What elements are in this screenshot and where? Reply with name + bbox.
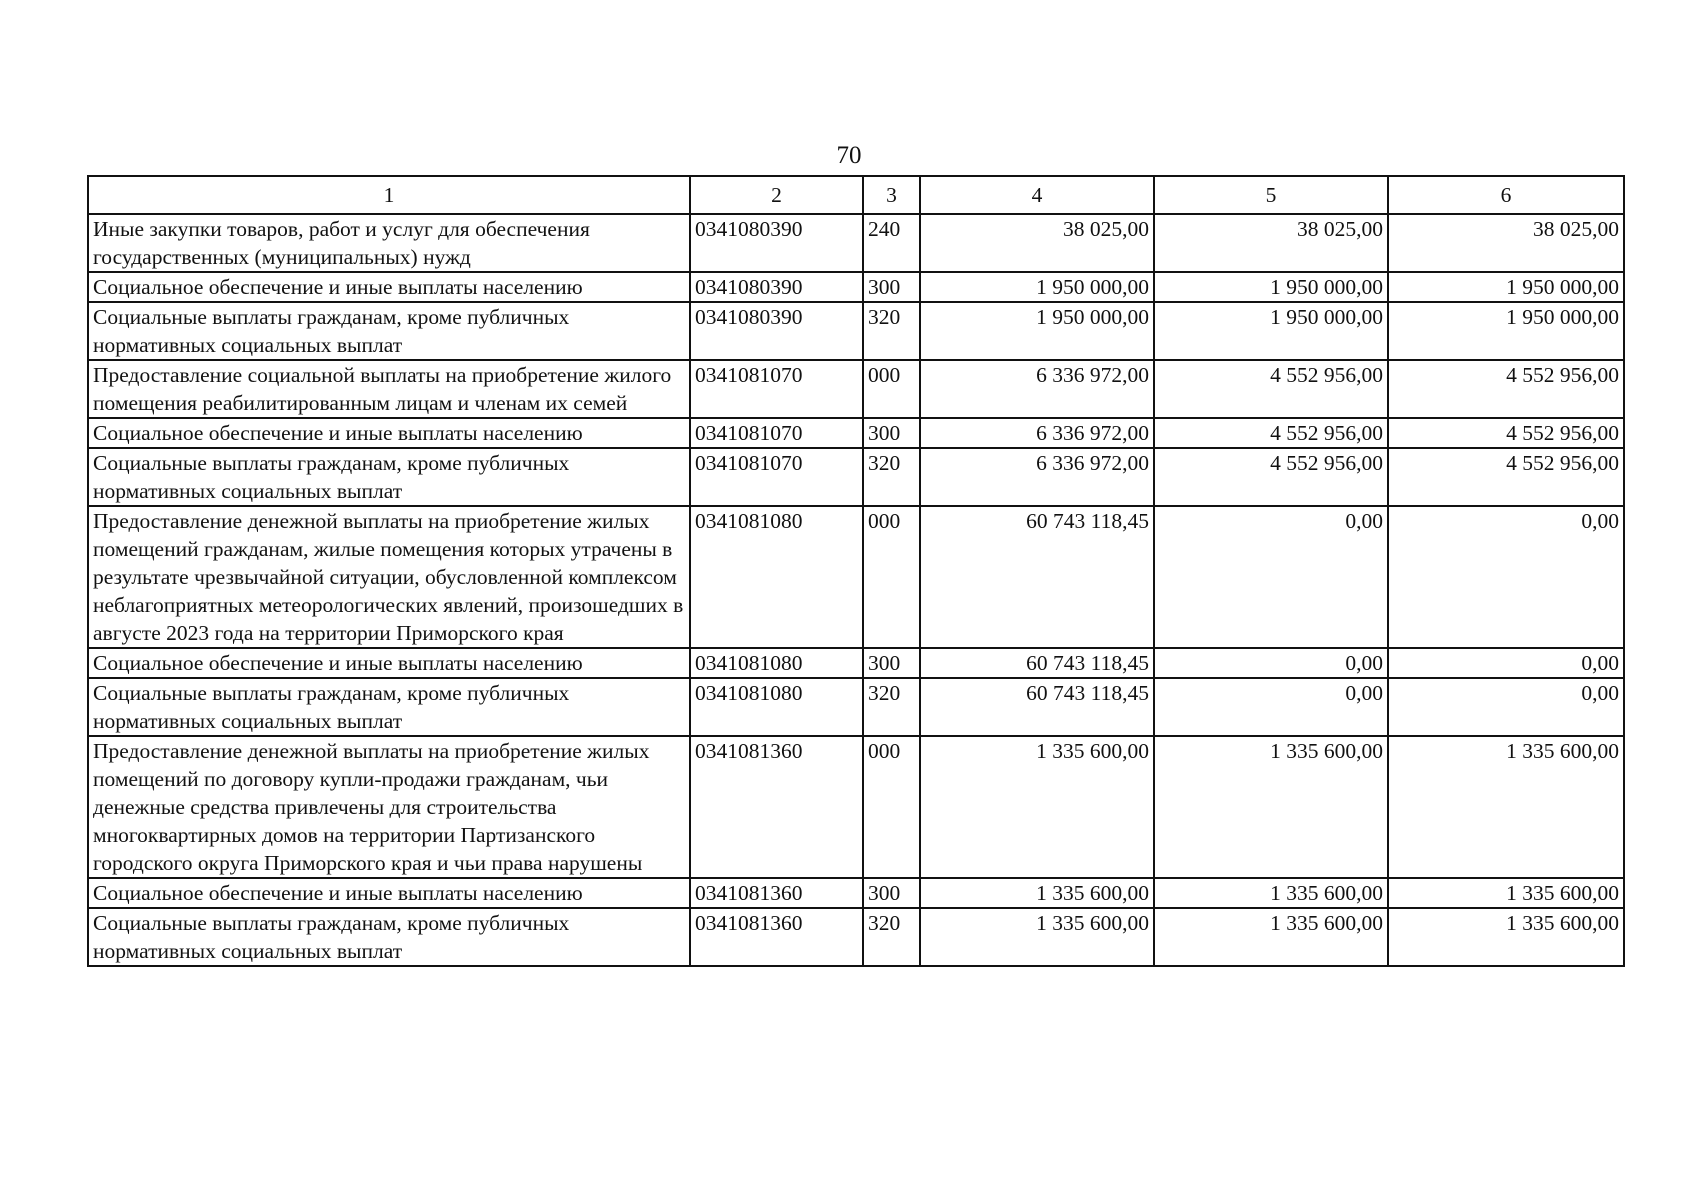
- row-name-cell: Социальные выплаты гражданам, кроме публичных нормативных социальных выплат: [88, 302, 690, 360]
- row-amount-col5: 4 552 956,00: [1154, 418, 1388, 448]
- row-amount-col4: 1 335 600,00: [920, 908, 1154, 966]
- table-row: [88, 736, 1624, 878]
- row-type-cell: 320: [863, 908, 920, 966]
- budget-table: [87, 175, 1625, 967]
- row-amount-col4: 6 336 972,00: [920, 448, 1154, 506]
- row-type-cell: 320: [863, 302, 920, 360]
- row-name-cell: Предоставление денежной выплаты на приобретение жилых помещений гражданам, жилые помещения которых утрачены в результате чрезвычайной ситуации, обусловленной комплексом неблагоприятных метеорологических явлений, произошедших в августе 2023 года на территории Приморского края: [88, 506, 690, 648]
- row-amount-col5: 4 552 956,00: [1154, 448, 1388, 506]
- header-row: [88, 176, 1624, 214]
- row-code-cell: 0341080390: [690, 302, 863, 360]
- row-type-cell: 320: [863, 678, 920, 736]
- table-body: [88, 214, 1624, 966]
- table-row: [88, 302, 1624, 360]
- row-code-cell: 0341081070: [690, 418, 863, 448]
- row-amount-col4: 38 025,00: [920, 214, 1154, 272]
- row-amount-col6: 0,00: [1388, 678, 1624, 736]
- row-amount-col5: 1 950 000,00: [1154, 302, 1388, 360]
- row-type-cell: 300: [863, 418, 920, 448]
- table-header: [88, 176, 1624, 214]
- row-amount-col5: 1 335 600,00: [1154, 908, 1388, 966]
- row-name-cell: Предоставление социальной выплаты на приобретение жилого помещения реабилитированным лицам и членам их семей: [88, 360, 690, 418]
- row-amount-col6: 1 335 600,00: [1388, 908, 1624, 966]
- column-header-6: 6: [1388, 176, 1624, 214]
- row-type-cell: 000: [863, 736, 920, 878]
- row-amount-col6: 0,00: [1388, 648, 1624, 678]
- table-row: [88, 418, 1624, 448]
- row-amount-col5: 1 335 600,00: [1154, 736, 1388, 878]
- column-header-5: 5: [1154, 176, 1388, 214]
- row-name-cell: Социальное обеспечение и иные выплаты населению: [88, 878, 690, 908]
- table-row: [88, 506, 1624, 648]
- row-type-cell: 300: [863, 272, 920, 302]
- table-row: [88, 360, 1624, 418]
- row-code-cell: 0341081360: [690, 736, 863, 878]
- row-amount-col4: 1 335 600,00: [920, 736, 1154, 878]
- row-type-cell: 000: [863, 360, 920, 418]
- row-type-cell: 000: [863, 506, 920, 648]
- row-name-cell: Социальные выплаты гражданам, кроме публичных нормативных социальных выплат: [88, 448, 690, 506]
- row-amount-col4: 60 743 118,45: [920, 506, 1154, 648]
- row-code-cell: 0341081080: [690, 506, 863, 648]
- row-amount-col5: 1 950 000,00: [1154, 272, 1388, 302]
- row-amount-col5: 0,00: [1154, 506, 1388, 648]
- row-amount-col4: 60 743 118,45: [920, 648, 1154, 678]
- row-amount-col5: 38 025,00: [1154, 214, 1388, 272]
- table-row: [88, 908, 1624, 966]
- table-row: [88, 678, 1624, 736]
- row-amount-col4: 1 950 000,00: [920, 302, 1154, 360]
- row-name-cell: Социальное обеспечение и иные выплаты населению: [88, 648, 690, 678]
- column-header-3: 3: [863, 176, 920, 214]
- table-row: [88, 878, 1624, 908]
- row-amount-col4: 6 336 972,00: [920, 418, 1154, 448]
- row-amount-col6: 38 025,00: [1388, 214, 1624, 272]
- row-code-cell: 0341081080: [690, 678, 863, 736]
- row-amount-col5: 4 552 956,00: [1154, 360, 1388, 418]
- row-amount-col5: 1 335 600,00: [1154, 878, 1388, 908]
- row-amount-col4: 1 335 600,00: [920, 878, 1154, 908]
- table-row: [88, 272, 1624, 302]
- row-amount-col6: 4 552 956,00: [1388, 448, 1624, 506]
- row-code-cell: 0341081360: [690, 908, 863, 966]
- row-amount-col6: 1 950 000,00: [1388, 272, 1624, 302]
- row-type-cell: 300: [863, 878, 920, 908]
- row-amount-col4: 60 743 118,45: [920, 678, 1154, 736]
- row-amount-col6: 4 552 956,00: [1388, 418, 1624, 448]
- row-code-cell: 0341081080: [690, 648, 863, 678]
- row-code-cell: 0341081360: [690, 878, 863, 908]
- row-name-cell: Социальное обеспечение и иные выплаты населению: [88, 272, 690, 302]
- row-type-cell: 320: [863, 448, 920, 506]
- row-code-cell: 0341080390: [690, 214, 863, 272]
- row-code-cell: 0341081070: [690, 448, 863, 506]
- column-header-4: 4: [920, 176, 1154, 214]
- row-amount-col5: 0,00: [1154, 648, 1388, 678]
- row-code-cell: 0341081070: [690, 360, 863, 418]
- row-type-cell: 300: [863, 648, 920, 678]
- row-name-cell: Предоставление денежной выплаты на приобретение жилых помещений по договору купли-продажи гражданам, чьи денежные средства привлечены для строительства многоквартирных домов на территории Партизанского городского округа Приморского края и чьи права нарушены: [88, 736, 690, 878]
- row-name-cell: Социальные выплаты гражданам, кроме публичных нормативных социальных выплат: [88, 908, 690, 966]
- row-amount-col6: 4 552 956,00: [1388, 360, 1624, 418]
- row-type-cell: 240: [863, 214, 920, 272]
- row-name-cell: Социальные выплаты гражданам, кроме публичных нормативных социальных выплат: [88, 678, 690, 736]
- row-amount-col6: 1 950 000,00: [1388, 302, 1624, 360]
- row-amount-col4: 1 950 000,00: [920, 272, 1154, 302]
- row-amount-col6: 0,00: [1388, 506, 1624, 648]
- row-code-cell: 0341080390: [690, 272, 863, 302]
- table-row: [88, 214, 1624, 272]
- page-number: 70: [836, 142, 862, 169]
- row-amount-col5: 0,00: [1154, 678, 1388, 736]
- row-name-cell: Иные закупки товаров, работ и услуг для обеспечения государственных (муниципальных) нужд: [88, 214, 690, 272]
- row-amount-col4: 6 336 972,00: [920, 360, 1154, 418]
- column-header-1: 1: [88, 176, 690, 214]
- table-row: [88, 648, 1624, 678]
- column-header-2: 2: [690, 176, 863, 214]
- row-amount-col6: 1 335 600,00: [1388, 878, 1624, 908]
- table-row: [88, 448, 1624, 506]
- row-amount-col6: 1 335 600,00: [1388, 736, 1624, 878]
- row-name-cell: Социальное обеспечение и иные выплаты населению: [88, 418, 690, 448]
